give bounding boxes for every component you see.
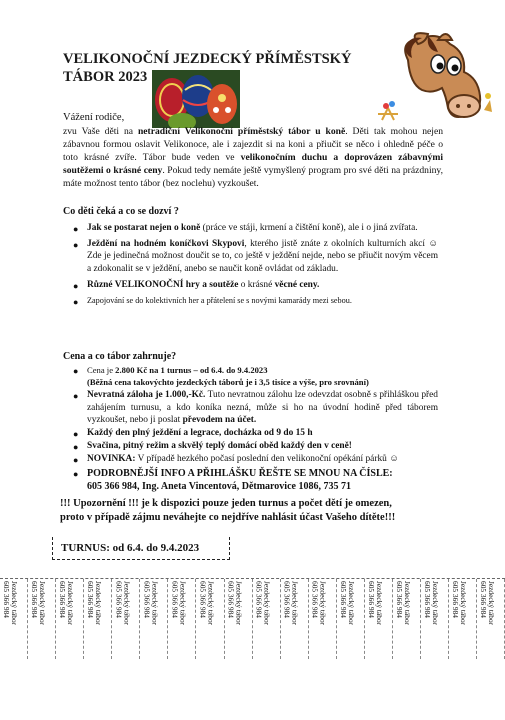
tear-off-tab: [365, 579, 393, 659]
bullet-icon: ●: [73, 468, 79, 479]
tab-label: Jezdecký tábor: [94, 581, 104, 626]
tab-label: Jezdecký tábor: [206, 581, 216, 626]
item-bold: Každý den plný ježdění a legrace, docházka od 9 do 15 h: [87, 428, 313, 439]
item-bold: Nevratná záloha je 1.000,-Kč.: [87, 390, 206, 401]
tab-label: Jezdecký tábor: [346, 581, 356, 626]
tab-label: Jezdecký tábor: [318, 581, 328, 626]
tear-off-tab: [393, 579, 421, 659]
warning-line-2: proto v případě zájmu neváhejte co nejdříve nahlásit účast Vašeho dítěte!!!: [60, 512, 396, 523]
item-bold: – od 6.4. do 9.4.2023: [191, 365, 268, 375]
tab-label: Jezdecký tábor: [262, 581, 272, 626]
intro-bold: netradiční Velikonoční příměstský tábor u koně: [137, 126, 346, 137]
greeting: Vážení rodiče,: [63, 112, 125, 123]
bullet-icon: ●: [73, 366, 79, 376]
phone-number: 605 366 984: [87, 480, 137, 492]
title-line-1: VELIKONOČNÍ JEZDECKÝ PŘÍMĚSTSKÝ: [63, 51, 352, 67]
price-note: (Běžná cena takovýchto jezdeckých táborů je i 3,5 tisíce a výše, pro srovnání): [87, 377, 369, 388]
tear-off-tab: [56, 579, 84, 659]
item-text: Zapojování se do kolektivních her a přátelení se s novými kamarády mezi sebou.: [87, 296, 352, 306]
tab-text: [114, 581, 130, 625]
tear-off-tab: [112, 579, 140, 659]
tab-text: [255, 581, 271, 625]
tab-phone: 605 366 984: [282, 581, 292, 618]
list-item: [63, 389, 438, 426]
intro-paragraph: [63, 125, 443, 190]
warning-text: [60, 497, 480, 525]
item-text: (práce ve stáji, krmení a čištění koně), ale i o jiná zvířata.: [200, 223, 418, 233]
tab-label: Jezdecký tábor: [487, 581, 497, 626]
contact-heading: PODROBNĚJŠÍ INFO A PŘIHLÁŠKU ŘEŠTE SE MNOU NA ČÍSLE:: [87, 467, 393, 479]
tab-text: [30, 581, 46, 625]
item-text: , kterého jistě znáte z okolních kulturních akcí ☺ Zde je jedinečná možnost doučit se to, co ještě v ježdění nejde, nebo se přiučit novým věcem a zdokonalit se v ježdění, anebo se naučit koně ovládat od základu.: [87, 239, 438, 274]
tab-label: Jezdecký tábor: [402, 581, 412, 626]
tear-off-tab: [477, 579, 505, 659]
tab-label: Jezdecký tábor: [178, 581, 188, 626]
tear-off-tab: [253, 579, 281, 659]
tab-label: Jezdecký tábor: [374, 581, 384, 626]
tear-off-tabs: [0, 578, 505, 659]
item-bold: převodem na účet.: [182, 414, 257, 425]
tab-phone: 605 366 984: [394, 581, 404, 618]
bullet-icon: ●: [73, 442, 79, 453]
tab-phone: 605 366 984: [226, 581, 236, 618]
intro-text: . Děti tak mohou nejen zábavnou formou oslavit Velikonoce, ale i zajezdit si na koni a přiučit se něco i ohledně péče o toto krásné zvíře. Tábor bude veden ve: [63, 126, 443, 163]
tab-phone: 605 366 984: [451, 581, 460, 618]
contact-address: , Ing. Aneta Vincentová, Dětmarovice 1086, 735 71: [137, 480, 351, 492]
horse-illustration: [368, 30, 498, 130]
tab-label: Jezdecký tábor: [430, 581, 440, 626]
intro-text: zvu Vaše děti na: [63, 126, 138, 137]
tab-phone: 605 366 984: [338, 581, 348, 618]
tear-off-tab: [140, 579, 168, 659]
tear-off-tab: [337, 579, 365, 659]
tear-off-tab: [281, 579, 309, 659]
tab-phone: 605 366 984: [30, 581, 40, 618]
item-bold: Různé VELIKONOČNÍ hry a soutěže: [87, 279, 239, 290]
what-list: [63, 222, 438, 311]
tab-label: Jezdecký tábor: [122, 581, 132, 626]
item-text: Cena je: [87, 365, 116, 375]
tab-text: [227, 581, 243, 625]
tab-text: [2, 581, 18, 625]
tab-text: [339, 581, 355, 625]
tab-label: Jezdecký tábor: [290, 581, 300, 626]
tear-off-tab: [0, 579, 28, 659]
tab-text: [423, 581, 439, 625]
tear-off-tab: [28, 579, 56, 659]
tab-text: [86, 581, 102, 625]
price-list: [63, 364, 438, 494]
item-bold: Svačina, pitný režim a skvělý teplý domácí oběd každý den v ceně!: [87, 441, 352, 452]
tab-text: [170, 581, 186, 625]
tab-phone: 605 366 984: [2, 581, 11, 618]
item-text: o krásné: [238, 279, 275, 290]
tab-text: [395, 581, 411, 625]
item-bold: věcné ceny.: [274, 279, 320, 290]
list-item: [63, 295, 438, 307]
easter-eggs-image: [152, 70, 240, 128]
tab-phone: 605 366 984: [142, 581, 152, 618]
list-item: [63, 279, 438, 291]
tab-phone: 605 366 984: [86, 581, 96, 618]
tab-text: [142, 581, 158, 625]
tab-phone: 605 366 984: [114, 581, 124, 618]
tear-off-tab: [421, 579, 449, 659]
item-text: V případě hezkého počasí poslední den velikonoční opékání párků ☺: [135, 454, 399, 465]
tear-off-tab: [168, 579, 196, 659]
bullet-icon: ●: [73, 280, 79, 291]
tear-off-tab: [449, 579, 477, 659]
item-bold: 2.800 Kč na 1 turnus: [115, 365, 192, 375]
tear-off-tab: [196, 579, 224, 659]
bullet-icon: ●: [73, 240, 79, 251]
list-item: [63, 440, 438, 452]
tear-off-tab: [225, 579, 253, 659]
list-item: [63, 453, 438, 465]
tab-phone: 605 366 984: [479, 581, 489, 618]
warning-line-1: !!! Upozornění !!! je k dispozici pouze jeden turnus a počet dětí je omezen,: [60, 498, 392, 509]
tab-text: [367, 581, 383, 625]
tab-label: Jezdecký tábor: [38, 581, 48, 626]
list-item: [63, 364, 438, 388]
bullet-icon: ●: [73, 429, 79, 440]
section-heading-price: Cena a co tábor zahrnuje?: [63, 351, 177, 362]
list-item: [63, 427, 438, 439]
tab-text: [198, 581, 214, 625]
tab-phone: 605 366 984: [422, 581, 432, 618]
bullet-icon: ●: [73, 297, 79, 308]
turnus-box: TURNUS: od 6.4. do 9.4.2023: [52, 537, 230, 560]
tab-phone: 605 366 984: [366, 581, 376, 618]
tab-label: Jezdecký tábor: [150, 581, 160, 626]
tab-text: [311, 581, 327, 625]
tab-text: [451, 581, 467, 625]
tab-label: Jezdecký tábor: [459, 581, 468, 626]
tab-label: Jezdecký tábor: [234, 581, 244, 626]
item-bold: NOVINKA:: [87, 454, 136, 465]
tab-text: [58, 581, 74, 625]
tab-text: [479, 581, 495, 625]
bullet-icon: ●: [73, 455, 79, 466]
item-bold: Jak se postarat nejen o koně: [87, 223, 201, 233]
item-text: Tuto nevratnou zálohu lze odevzdat osobně s přihláškou před zahájením turnusu, a kdo koníka nezná, může si ho na úvodní hodině před táborem vyzkoušet, nebo ji poslat: [87, 390, 438, 425]
list-item: [63, 467, 438, 493]
tear-off-tab: [84, 579, 112, 659]
bullet-icon: ●: [73, 224, 79, 234]
tear-off-tab: [309, 579, 337, 659]
section-heading-what: Co děti čeká a co se dozví ?: [63, 206, 179, 217]
intro-bold: velikonočním duchu a doprovázen zábavnými soutěžemi o krásné ceny: [63, 152, 443, 176]
list-item: [63, 222, 438, 234]
item-bold: Ježdění na hodném koníčkovi Skypovi: [87, 239, 245, 250]
tab-phone: 605 366 984: [170, 581, 180, 618]
tab-label: Jezdecký tábor: [10, 581, 19, 626]
intro-text: . Pokud tedy nemáte ještě vymyšlený program pro své děti na prázdniny, máte možnost tento tábor (bez noclehu) vyzkoušet.: [63, 165, 443, 189]
tab-text: [283, 581, 299, 625]
tab-label: Jezdecký tábor: [66, 581, 76, 626]
tab-phone: 605 366 984: [310, 581, 320, 618]
tab-phone: 605 366 984: [198, 581, 208, 618]
bullet-icon: ●: [73, 391, 79, 402]
tab-phone: 605 366 984: [254, 581, 264, 618]
tab-phone: 605 366 984: [58, 581, 68, 618]
title-line-2: TÁBOR 2023: [63, 69, 148, 85]
list-item: [63, 238, 438, 275]
